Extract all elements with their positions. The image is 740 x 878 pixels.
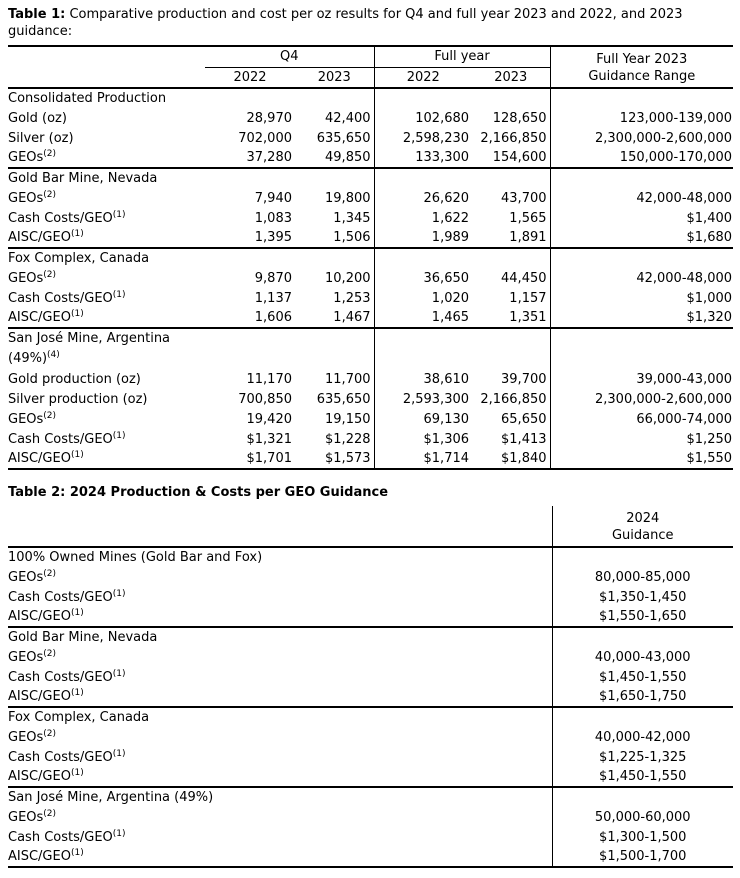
- empty-cell: [205, 88, 295, 108]
- section-header-label: Gold Bar Mine, Nevada: [8, 168, 205, 188]
- empty-cell: [374, 168, 472, 188]
- row-label: AISC/GEO$^{(1)}$: [8, 450, 84, 466]
- cell-fy-2022: 1,020: [374, 288, 472, 308]
- empty-cell: [8, 506, 552, 547]
- footnote-superscript: (1): [112, 430, 126, 441]
- table2-header-row: [8, 506, 733, 547]
- row-label: AISC/GEO$^{(1)}$: [8, 229, 84, 245]
- section-header-row-fox-complex: [8, 248, 733, 268]
- section-header-label: Fox Complex, Canada: [8, 707, 552, 727]
- guidance-header-line1: Full Year 2023: [596, 52, 688, 67]
- footnote-superscript: (2): [43, 808, 57, 819]
- empty-cell: [550, 248, 733, 268]
- empty-cell: [205, 168, 295, 188]
- row-label: Cash Costs/GEO$^{(1)}$: [8, 588, 126, 605]
- cell-fy-2023: 1,157: [509, 290, 547, 306]
- section-header-label: 100% Owned Mines (Gold Bar and Fox): [8, 547, 552, 567]
- cell-q4-2023: 42,400: [325, 110, 371, 126]
- cell-q4-2022: 1,395: [254, 230, 292, 245]
- cell-fy-2022: 1,622: [374, 208, 472, 228]
- section-header-line2: (49%)$^{(4)}$: [8, 350, 60, 366]
- table-row: [8, 128, 733, 148]
- table-row: [8, 228, 733, 248]
- footnote-superscript: (1): [70, 229, 84, 239]
- row-label: Cash Costs/GEO$^{(1)}$: [8, 209, 126, 226]
- cell-fy-2023: 2,166,850: [480, 391, 547, 407]
- cell-q4-2023: 1,506: [333, 230, 371, 245]
- cell-q4-2023: 635,650: [316, 391, 371, 407]
- cell-fy-2022: 1,989: [374, 228, 472, 248]
- table-row: [8, 587, 733, 607]
- cell-q4-2023: 11,700: [325, 371, 371, 387]
- empty-cell: [374, 88, 472, 108]
- row-label: Gold (oz): [8, 110, 67, 126]
- table2-2024-guidance: [8, 506, 733, 868]
- footnote-superscript: (1): [112, 588, 126, 599]
- section-header-row-fox-complex-2024: [8, 707, 733, 727]
- footnote-superscript: (1): [70, 309, 84, 319]
- empty-cell: [205, 328, 295, 369]
- table-row: [8, 208, 733, 228]
- footnote-superscript: (2): [43, 648, 57, 659]
- empty-cell: [295, 328, 374, 369]
- row-label: AISC/GEO$^{(1)}$: [8, 309, 84, 325]
- cell-fy-2022: 26,620: [374, 188, 472, 208]
- table-row: [8, 687, 733, 707]
- footnote-superscript: (1): [112, 668, 126, 679]
- cell-fy-2022: 2,598,230: [374, 128, 472, 148]
- table-row: [8, 429, 733, 449]
- cell-guidance: 66,000-74,000: [550, 409, 733, 429]
- empty-cell: [550, 168, 733, 188]
- table-row: [8, 747, 733, 767]
- cell-2024-guidance: 40,000-42,000: [552, 727, 733, 747]
- section-header-label: San José Mine, Argentina (49%): [8, 787, 552, 807]
- cell-q4-2023: 19,800: [325, 190, 371, 206]
- cell-fy-2023: 1,891: [509, 230, 547, 245]
- table1-comparative-results: [8, 45, 733, 470]
- cell-q4-2023: 49,850: [325, 150, 371, 165]
- section-header-label: Gold Bar Mine, Nevada: [8, 627, 552, 647]
- section-header-row-consolidated-production: [8, 88, 733, 108]
- row-label: Cash Costs/GEO$^{(1)}$: [8, 668, 126, 685]
- cell-guidance: $1,680: [550, 228, 733, 248]
- section-header-row-gold-bar: [8, 168, 733, 188]
- cell-2024-guidance: $1,450-1,550: [552, 767, 733, 787]
- cell-q4-2023: 19,150: [325, 411, 371, 427]
- cell-guidance: 2,300,000-2,600,000: [550, 389, 733, 409]
- cell-2024-guidance: 40,000-43,000: [552, 647, 733, 667]
- empty-cell: [295, 248, 374, 268]
- table-row: [8, 268, 733, 288]
- row-label: Silver (oz): [8, 130, 74, 146]
- cell-fy-2023: 65,650: [501, 411, 547, 427]
- footnote-superscript: (1): [70, 608, 84, 618]
- table-row: [8, 607, 733, 627]
- cell-2024-guidance: $1,550-1,650: [552, 607, 733, 627]
- table-row: [8, 807, 733, 827]
- cell-fy-2022: 1,465: [374, 308, 472, 328]
- cell-fy-2023: 1,351: [509, 310, 547, 325]
- cell-fy-2022: $1,714: [374, 449, 472, 469]
- footnote-superscript: (2): [43, 410, 57, 421]
- cell-2024-guidance: $1,450-1,550: [552, 667, 733, 687]
- cell-fy-2022: 133,300: [374, 148, 472, 168]
- table-row: [8, 847, 733, 867]
- empty-cell: [472, 328, 550, 369]
- row-label: GEOs$^{(2)}$: [8, 648, 57, 665]
- cell-2024-guidance: $1,500-1,700: [552, 847, 733, 867]
- section-header-line1: San José Mine, Argentina: [8, 331, 171, 346]
- empty-cell: [552, 547, 733, 567]
- cell-q4-2022: 1,083: [254, 210, 292, 226]
- cell-2024-guidance: $1,650-1,750: [552, 687, 733, 707]
- table-row: [8, 188, 733, 208]
- empty-cell: [472, 88, 550, 108]
- footnote-superscript: (1): [112, 289, 126, 300]
- table-row: [8, 369, 733, 389]
- cell-fy-2022: $1,306: [374, 429, 472, 449]
- cell-fy-2023: 154,600: [492, 150, 547, 165]
- cell-guidance: $1,000: [550, 288, 733, 308]
- empty-cell: [205, 248, 295, 268]
- cell-guidance: 123,000-139,000: [550, 108, 733, 128]
- row-label: AISC/GEO$^{(1)}$: [8, 848, 84, 864]
- cell-guidance: $1,550: [550, 449, 733, 469]
- cell-q4-2023: $1,228: [325, 431, 371, 447]
- guidance-header-line2: Guidance Range: [588, 69, 696, 84]
- cell-q4-2022: 1,606: [254, 310, 292, 325]
- section-header-row-owned-mines: [8, 547, 733, 567]
- cell-fy-2022: 36,650: [374, 268, 472, 288]
- row-label: Cash Costs/GEO$^{(1)}$: [8, 289, 126, 306]
- empty-cell: [472, 168, 550, 188]
- row-label: Cash Costs/GEO$^{(1)}$: [8, 430, 126, 447]
- table-row: [8, 389, 733, 409]
- empty-cell: [550, 328, 733, 369]
- table1-header-group-row: [8, 46, 733, 67]
- cell-q4-2023: 1,253: [333, 290, 371, 306]
- row-label: GEOs$^{(2)}$: [8, 568, 57, 585]
- row-label: Cash Costs/GEO$^{(1)}$: [8, 748, 126, 765]
- cell-fy-2023: 44,450: [501, 270, 547, 286]
- q4-2023-header: 2023: [295, 67, 374, 88]
- table-row: [8, 567, 733, 587]
- row-label: GEOs$^{(2)}$: [8, 189, 57, 206]
- cell-guidance: 42,000-48,000: [550, 188, 733, 208]
- cell-q4-2022: 7,940: [254, 190, 292, 206]
- cell-fy-2023: 128,650: [492, 110, 547, 126]
- cell-2024-guidance: 80,000-85,000: [552, 567, 733, 587]
- cell-guidance: 150,000-170,000: [550, 148, 733, 168]
- table1-title-prefix: Table 1:: [8, 7, 66, 22]
- section-header-label: [8, 328, 205, 369]
- table-row: [8, 108, 733, 128]
- cell-guidance: $1,400: [550, 208, 733, 228]
- full-year-group-header: Full year: [374, 46, 550, 67]
- table-row: [8, 288, 733, 308]
- corner-cell: [8, 46, 205, 67]
- empty-cell: [552, 787, 733, 807]
- section-header-label: Consolidated Production: [8, 88, 205, 108]
- cell-guidance: $1,320: [550, 308, 733, 328]
- cell-q4-2022: 1,137: [254, 290, 292, 306]
- table1-title: [8, 6, 733, 40]
- guidance-2024-header: [552, 506, 733, 547]
- row-label: GEOs$^{(2)}$: [8, 728, 57, 745]
- cell-q4-2023: 635,650: [316, 130, 371, 146]
- cell-fy-2023: $1,840: [501, 451, 547, 466]
- table-row: [8, 308, 733, 328]
- table-row: [8, 148, 733, 168]
- cell-fy-2023: 39,700: [501, 371, 547, 387]
- cell-fy-2022: 102,680: [374, 108, 472, 128]
- guidance-column-header: [550, 46, 733, 88]
- cell-q4-2023: 10,200: [325, 270, 371, 286]
- cell-q4-2022: $1,701: [246, 451, 292, 466]
- cell-q4-2023: 1,345: [333, 210, 371, 226]
- footnote-superscript: (1): [70, 688, 84, 698]
- guidance-2024-header-line1: 2024: [626, 510, 660, 526]
- table-row: [8, 827, 733, 847]
- cell-fy-2022: 2,593,300: [374, 389, 472, 409]
- footnote-superscript: (4): [47, 350, 60, 360]
- empty-cell: [472, 248, 550, 268]
- cell-guidance: 39,000-43,000: [550, 369, 733, 389]
- footnote-superscript: (2): [43, 269, 57, 280]
- cell-q4-2022: $1,321: [246, 431, 292, 447]
- empty-cell: [374, 328, 472, 369]
- row-label: Gold production (oz): [8, 371, 141, 387]
- row-label: AISC/GEO$^{(1)}$: [8, 768, 84, 784]
- empty-cell: [295, 168, 374, 188]
- table-row: [8, 449, 733, 469]
- footnote-superscript: (2): [43, 728, 57, 739]
- row-label: AISC/GEO$^{(1)}$: [8, 688, 84, 704]
- fy-2023-header: 2023: [472, 67, 550, 88]
- fy-2022-header: 2022: [374, 67, 472, 88]
- cell-q4-2022: 9,870: [254, 270, 292, 286]
- cell-q4-2023: 1,467: [333, 310, 371, 325]
- cell-fy-2023: 1,565: [509, 210, 547, 226]
- cell-2024-guidance: $1,350-1,450: [552, 587, 733, 607]
- cell-guidance: 42,000-48,000: [550, 268, 733, 288]
- empty-cell: [552, 707, 733, 727]
- row-label: GEOs$^{(2)}$: [8, 149, 57, 165]
- cell-fy-2022: 69,130: [374, 409, 472, 429]
- footnote-superscript: (1): [70, 768, 84, 778]
- section-header-row-san-jose: [8, 328, 733, 369]
- footnote-superscript: (2): [43, 568, 57, 579]
- section-header-row-san-jose-2024: [8, 787, 733, 807]
- cell-2024-guidance: $1,300-1,500: [552, 827, 733, 847]
- table-row: [8, 409, 733, 429]
- row-label: GEOs$^{(2)}$: [8, 410, 57, 427]
- cell-fy-2023: $1,413: [501, 431, 547, 447]
- footnote-superscript: (2): [43, 149, 57, 159]
- cell-2024-guidance: 50,000-60,000: [552, 807, 733, 827]
- cell-q4-2022: 11,170: [246, 371, 292, 387]
- table-row: [8, 727, 733, 747]
- empty-cell: [552, 627, 733, 647]
- footnote-superscript: (1): [112, 748, 126, 759]
- cell-q4-2022: 702,000: [238, 130, 292, 146]
- row-label: AISC/GEO$^{(1)}$: [8, 608, 84, 624]
- cell-fy-2022: 38,610: [374, 369, 472, 389]
- q4-group-header: Q4: [205, 46, 374, 67]
- cell-2024-guidance: $1,225-1,325: [552, 747, 733, 767]
- row-label: Cash Costs/GEO$^{(1)}$: [8, 828, 126, 845]
- table-row: [8, 647, 733, 667]
- empty-cell: [8, 67, 205, 88]
- footnote-superscript: (1): [112, 828, 126, 839]
- cell-q4-2022: 37,280: [246, 150, 292, 165]
- footnote-superscript: (1): [112, 209, 126, 220]
- row-label: GEOs$^{(2)}$: [8, 269, 57, 286]
- empty-cell: [550, 88, 733, 108]
- footnote-superscript: (2): [43, 189, 57, 200]
- q4-2022-header: 2022: [205, 67, 295, 88]
- row-label: Silver production (oz): [8, 391, 148, 407]
- empty-cell: [295, 88, 374, 108]
- footnote-superscript: (1): [70, 450, 84, 460]
- section-header-label: Fox Complex, Canada: [8, 248, 205, 268]
- table-row: [8, 667, 733, 687]
- empty-cell: [374, 248, 472, 268]
- cell-guidance: 2,300,000-2,600,000: [550, 128, 733, 148]
- cell-q4-2022: 700,850: [238, 391, 292, 407]
- row-label: GEOs$^{(2)}$: [8, 808, 57, 825]
- table1-title-text: Comparative production and cost per oz results for Q4 and full year 2023 and 2022, and 2023 guidance:: [8, 7, 683, 39]
- footnote-superscript: (1): [70, 848, 84, 858]
- cell-q4-2023: $1,573: [325, 451, 371, 466]
- cell-guidance: $1,250: [550, 429, 733, 449]
- guidance-2024-header-line2: Guidance: [611, 527, 674, 543]
- cell-q4-2022: 19,420: [246, 411, 292, 427]
- table2-title: Table 2: 2024 Production & Costs per GEO Guidance: [8, 485, 389, 500]
- table-row: [8, 767, 733, 787]
- cell-fy-2023: 2,166,850: [480, 130, 547, 146]
- section-header-row-gold-bar-2024: [8, 627, 733, 647]
- cell-fy-2023: 43,700: [501, 190, 547, 206]
- cell-q4-2022: 28,970: [246, 110, 292, 126]
